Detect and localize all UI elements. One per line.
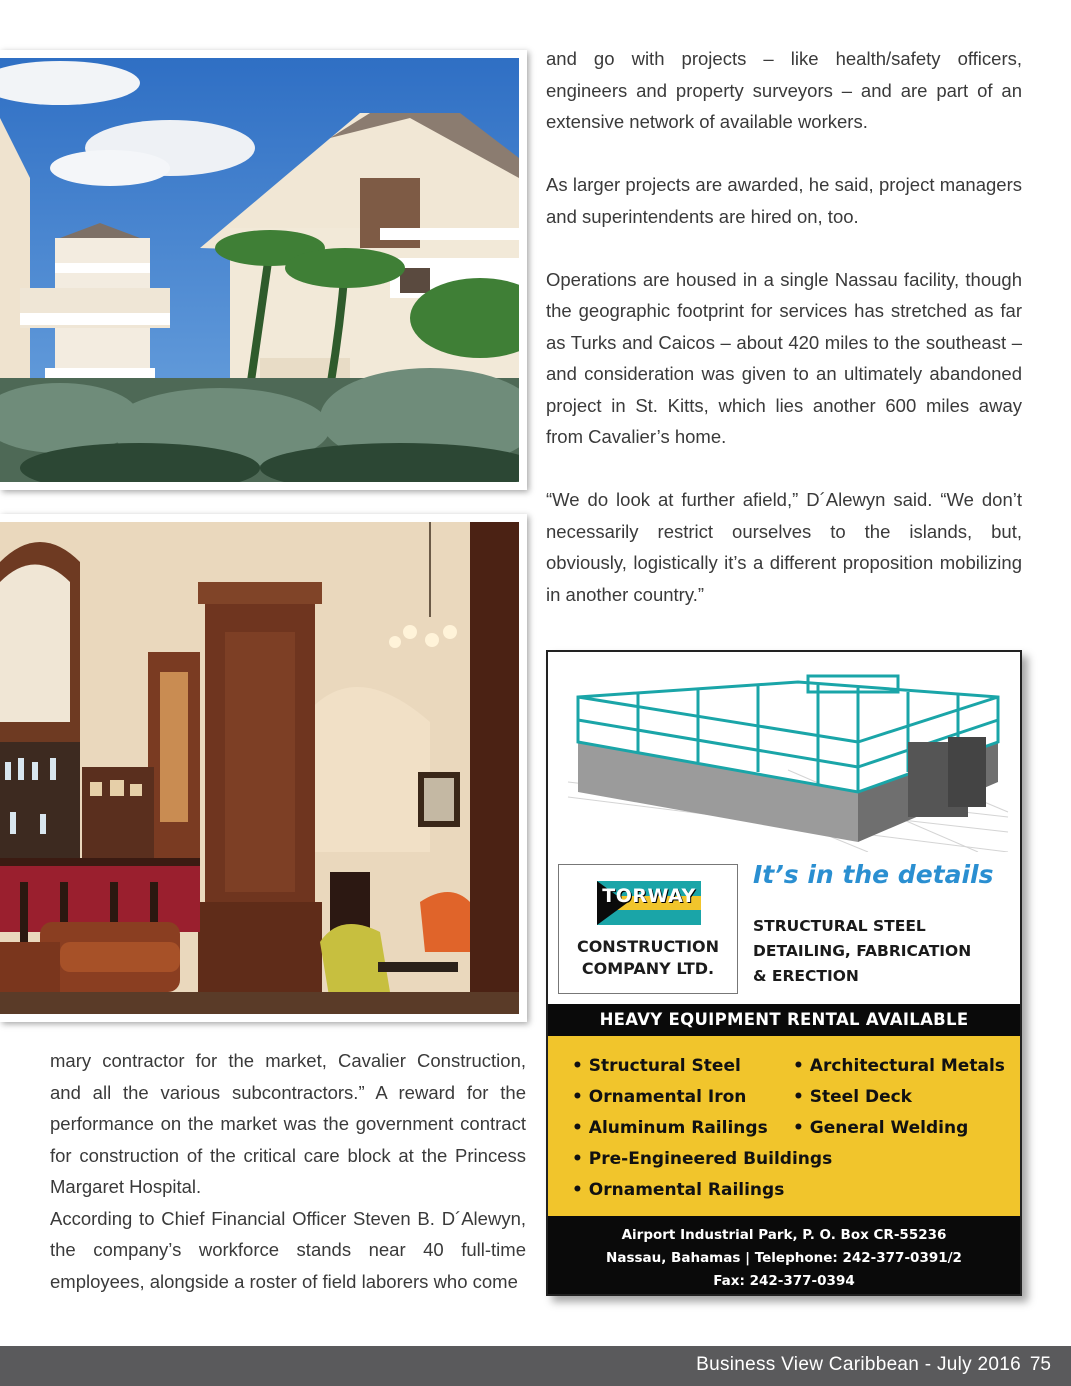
services-line: & ERECTION: [753, 967, 859, 985]
page-number: 75: [1029, 1354, 1051, 1375]
contact-phone: Nassau, Bahamas | Telephone: 242-377-0391/2: [606, 1250, 962, 1266]
product-item: • Aluminum Railings: [572, 1118, 768, 1138]
ad-services: [753, 914, 971, 989]
resort-image: [0, 58, 519, 482]
article-right-column: [546, 43, 1022, 642]
article-paragraph: As larger projects are awarded, he said, project managers and superintendents are hired on, too.: [546, 174, 1022, 227]
product-item: • Structural Steel: [572, 1056, 741, 1076]
torway-advertisement: [546, 650, 1022, 1296]
lobby-photo: [0, 514, 527, 1022]
article-paragraph: mary contractor for the market, Cavalier Construction, and all the various subcontractors.” A reward for the performance on the market was the government contract for construction of the critical care block at the Princess Margaret Hospital.: [50, 1050, 526, 1197]
article-paragraph: “We do look at further afield,” D´Alewyn said. “We don’t necessarily restrict ourselves to the islands, but, obviously, logistically it’s a different proposition mobilizing in another country.”: [546, 489, 1022, 605]
article-left-column: [50, 1045, 526, 1297]
services-line: DETAILING, FABRICATION: [753, 942, 972, 960]
article-paragraph: According to Chief Financial Officer Steven B. D´Alewyn, the company’s workforce stands near 40 full-time employees, alongside a roster of field laborers who come: [50, 1207, 526, 1292]
logo-line-1: CONSTRUCTION: [576, 937, 720, 956]
lobby-image: [0, 522, 519, 1014]
product-item: • Steel Deck: [793, 1087, 912, 1107]
torway-logo: [558, 864, 738, 994]
product-list: [548, 1036, 1020, 1216]
product-item: • Pre-Engineered Buildings: [572, 1149, 833, 1169]
services-line: STRUCTURAL STEEL: [753, 917, 926, 935]
resort-photo: [0, 50, 527, 490]
steel-structure-render: [548, 652, 1020, 852]
rental-banner: HEAVY EQUIPMENT RENTAL AVAILABLE: [548, 1004, 1020, 1036]
contact-info: [548, 1216, 1020, 1294]
article-paragraph: Operations are housed in a single Nassau facility, though the geographic footprint for services has stretched as far as Turks and Caicos – about 420 miles to the southeast – and consideration was given to an ultimately abandoned project in St. Kitts, which lies another 600 miles away from Cavalier’s home.: [546, 268, 1022, 447]
contact-fax: Fax: 242-377-0394: [713, 1273, 855, 1289]
product-item: • Ornamental Railings: [572, 1180, 785, 1200]
contact-address: Airport Industrial Park, P. O. Box CR-55236: [621, 1227, 947, 1243]
product-item: • General Welding: [793, 1118, 969, 1138]
page-footer: [0, 1346, 1071, 1386]
ad-tagline: It’s in the details: [753, 860, 994, 889]
article-paragraph: and go with projects – like health/safety officers, engineers and property surveyors – and are part of an extensive network of available workers.: [546, 48, 1022, 132]
product-item: • Ornamental Iron: [572, 1087, 747, 1107]
publication-name: Business View Caribbean - July 2016: [696, 1354, 1021, 1375]
product-item: • Architectural Metals: [793, 1056, 1005, 1076]
logo-wordmark: TORWAY: [602, 885, 696, 907]
logo-line-2: COMPANY LTD.: [581, 959, 715, 978]
